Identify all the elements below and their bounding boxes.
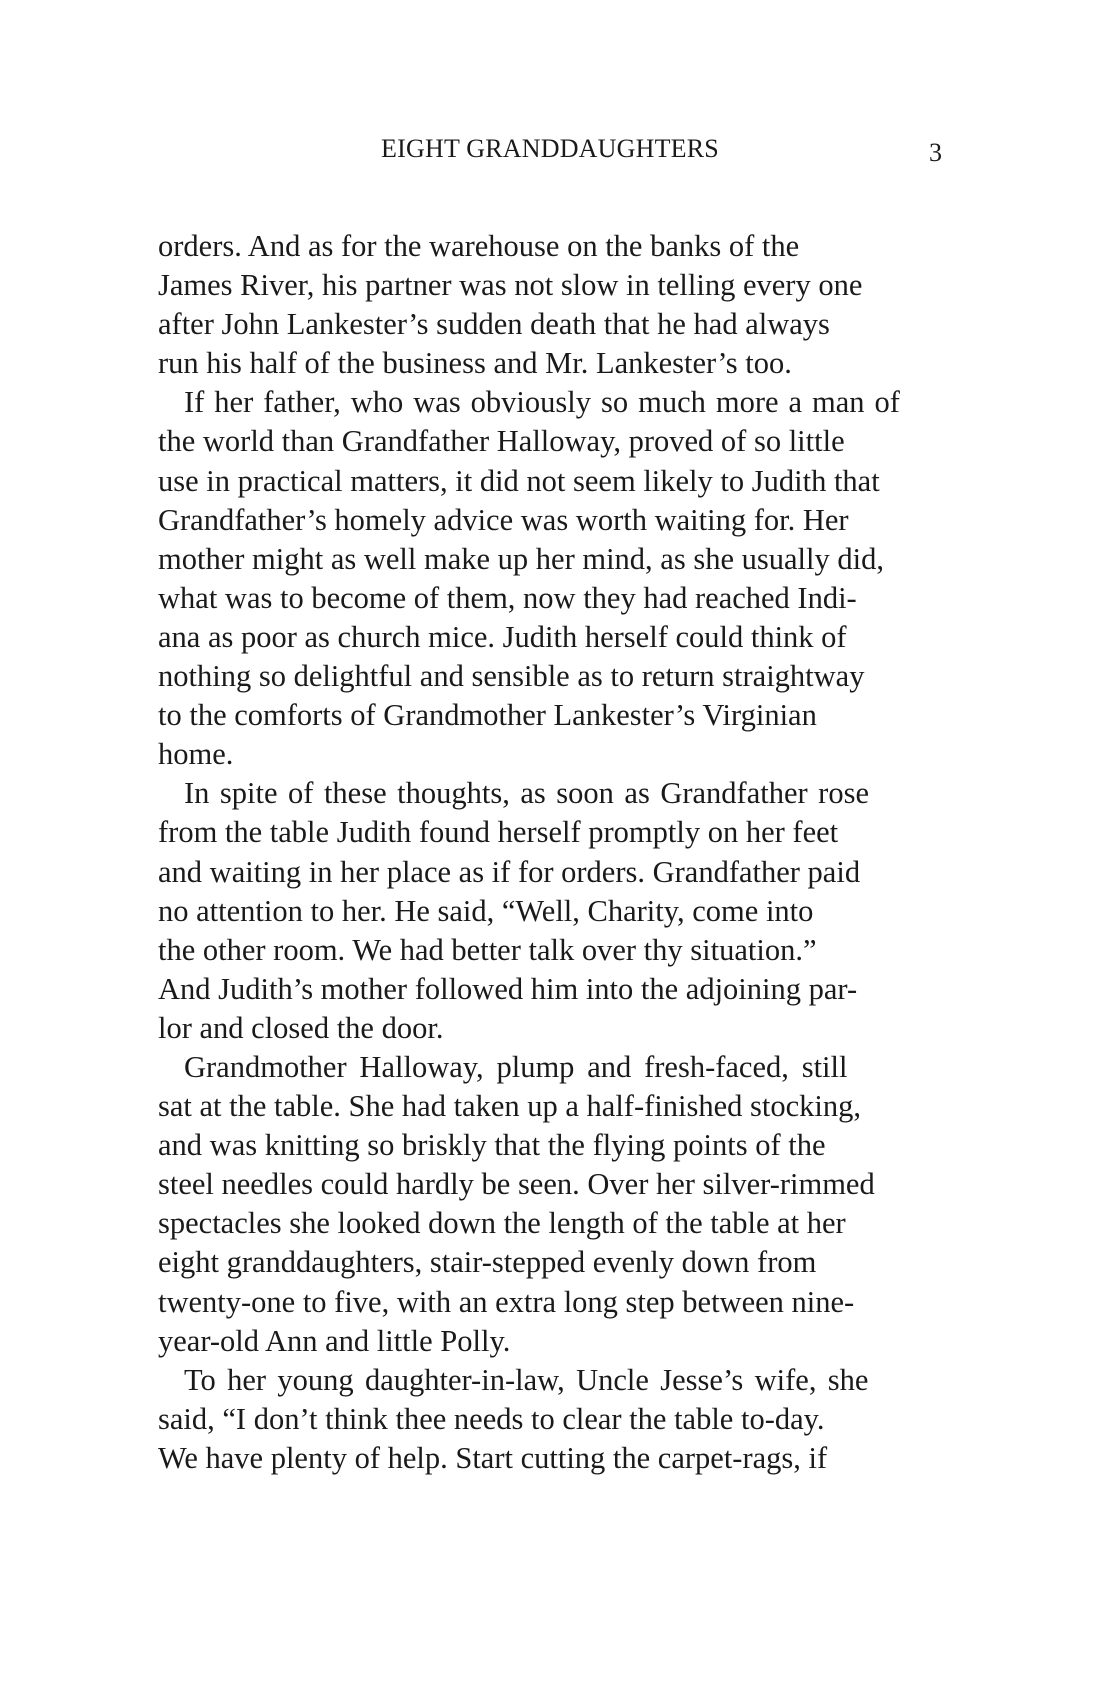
text-line: In spite of these thoughts, as soon as Grandfather rose <box>184 776 869 811</box>
text-line: Grandfather’s homely advice was worth waiting for. Her <box>158 502 849 537</box>
paragraph <box>158 227 942 383</box>
text-line: use in practical matters, it did not seem likely to Judith that <box>158 463 880 498</box>
paragraph <box>158 774 942 1048</box>
page-number: 3 <box>929 138 942 167</box>
text-line: home. <box>158 737 234 772</box>
text-line: spectacles she looked down the length of the table at her <box>158 1206 846 1241</box>
text-line: mother might as well make up her mind, as she usually did, <box>158 541 884 576</box>
text-line: nothing so delightful and sensible as to return straightway <box>158 659 865 694</box>
text-line: no attention to her. He said, “Well, Charity, come into <box>158 893 814 928</box>
text-line: year-old Ann and little Polly. <box>158 1323 511 1358</box>
text-line: the world than Grandfather Halloway, proved of so little <box>158 424 845 459</box>
text-line: steel needles could hardly be seen. Over her silver-rimmed <box>158 1167 875 1202</box>
paragraph <box>158 1048 942 1361</box>
text-line: orders. And as for the warehouse on the banks of the <box>158 229 800 263</box>
text-line: We have plenty of help. Start cutting the carpet-rags, if <box>158 1440 828 1475</box>
text-line: and was knitting so briskly that the flying points of the <box>158 1128 826 1163</box>
text-line: what was to become of them, now they had reached Indi- <box>158 580 857 615</box>
text-line: ana as poor as church mice. Judith herself could think of <box>158 619 847 654</box>
running-head <box>158 132 942 166</box>
text-line: eight granddaughters, stair-stepped evenly down from <box>158 1245 817 1280</box>
text-line: If her father, who was obviously so much more a man of <box>184 385 900 420</box>
text-line: the other room. We had better talk over thy situation.” <box>158 932 817 967</box>
text-line: from the table Judith found herself promptly on her feet <box>158 815 839 850</box>
text-line: to the comforts of Grandmother Lankester’s Virginian <box>158 698 817 733</box>
text-line: run his half of the business and Mr. Lankester’s too. <box>158 346 792 381</box>
paragraph <box>158 383 942 774</box>
text-line: sat at the table. She had taken up a half-finished stocking, <box>158 1089 861 1124</box>
text-line: Grandmother Halloway, plump and fresh-faced, still <box>184 1049 848 1084</box>
text-line: and waiting in her place as if for orders. Grandfather paid <box>158 854 861 889</box>
text-line: twenty-one to five, with an extra long step between nine- <box>158 1284 855 1319</box>
text-line: lor and closed the door. <box>158 1010 444 1045</box>
text-line: To her young daughter-in-law, Uncle Jesse’s wife, she <box>184 1362 869 1397</box>
running-title: EIGHT GRANDDAUGHTERS <box>381 134 719 163</box>
text-line: said, “I don’t think thee needs to clear the table to-day. <box>158 1401 825 1436</box>
text-line: And Judith’s mother followed him into the adjoining par- <box>158 971 858 1006</box>
text-line: after John Lankester’s sudden death that he had always <box>158 307 830 342</box>
paragraph <box>158 1361 942 1478</box>
body-text <box>158 227 942 1478</box>
text-line: James River, his partner was not slow in telling every one <box>158 268 863 303</box>
